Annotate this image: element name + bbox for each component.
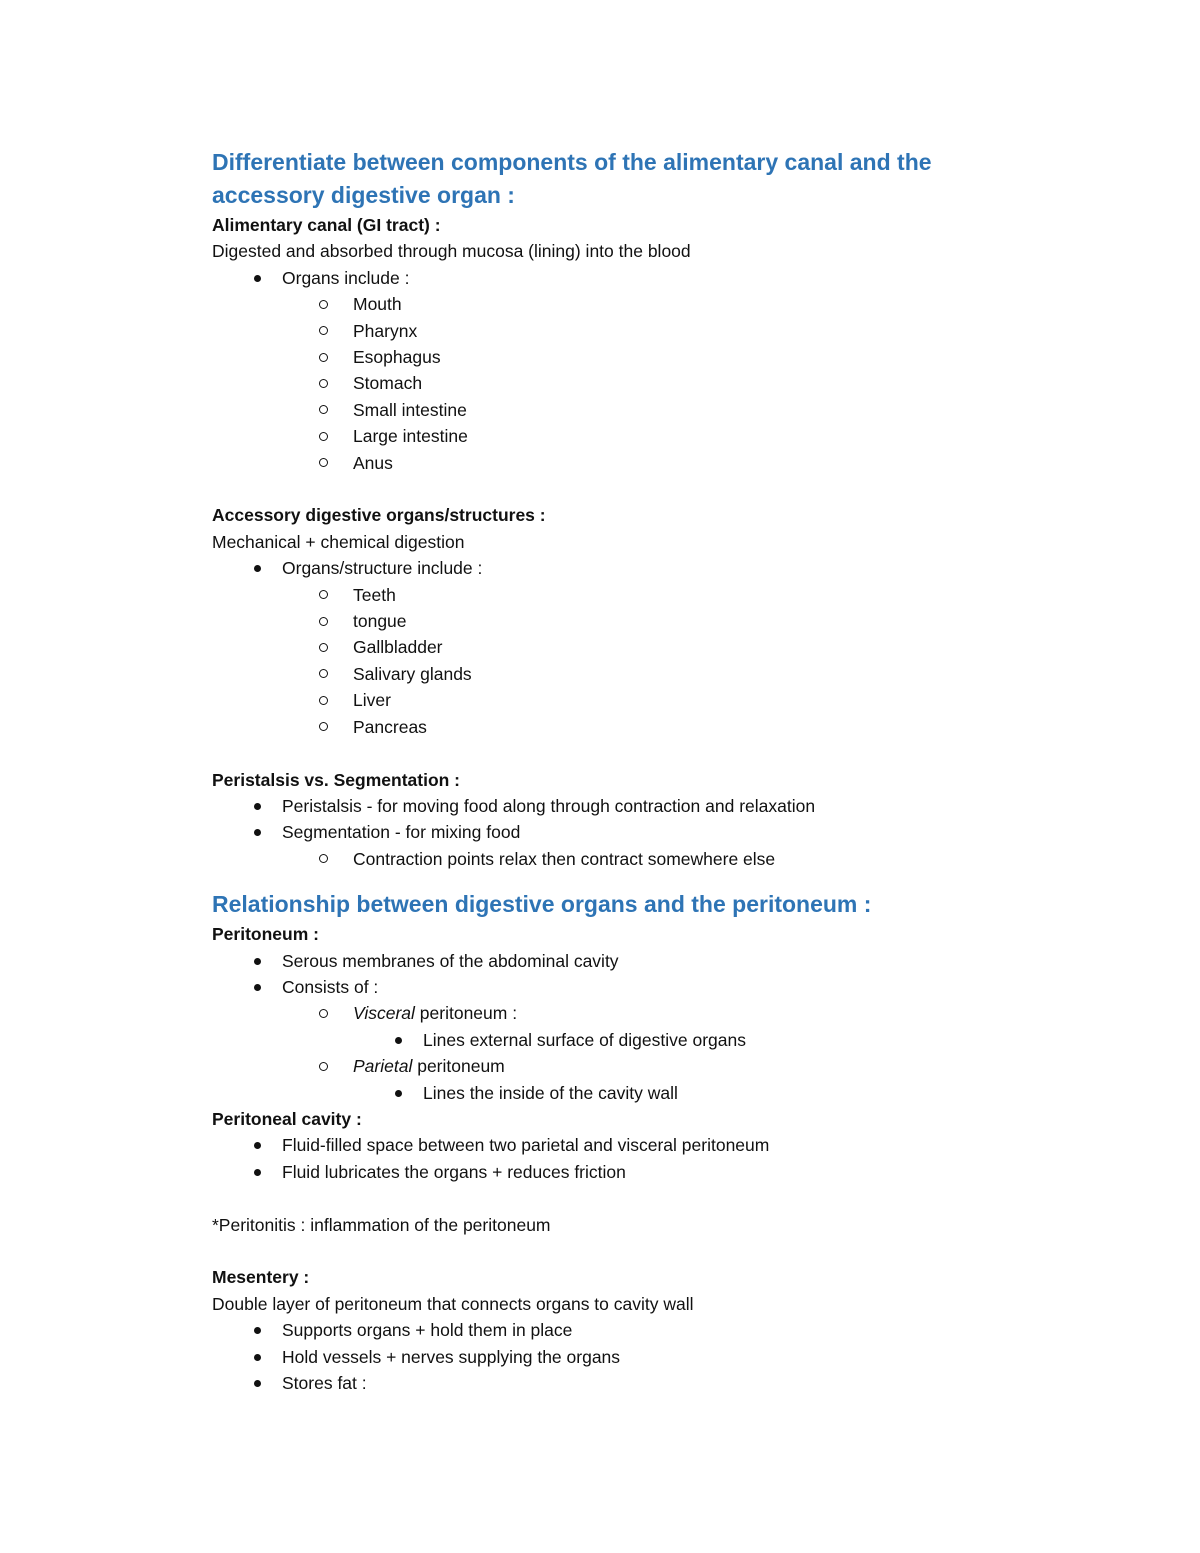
- hollow-bullet-icon: [319, 643, 328, 652]
- list-item: Segmentation - for mixing food: [212, 819, 1062, 845]
- hollow-bullet-icon: [319, 854, 328, 863]
- list-item: Organs/structure include :: [212, 555, 1062, 581]
- bullet-icon: [254, 958, 261, 965]
- list-item: Salivary glands: [212, 661, 1062, 687]
- list-item: Lines external surface of digestive organs: [212, 1027, 1062, 1053]
- peritonitis-note: *Peritonitis : inflammation of the peritoneum: [212, 1214, 551, 1235]
- bullet-icon: [395, 1037, 402, 1044]
- list-item: Teeth: [212, 582, 1062, 608]
- list-item: Large intestine: [212, 423, 1062, 449]
- bullet-icon: [254, 1354, 261, 1361]
- hollow-bullet-icon: [319, 353, 328, 362]
- accessory-description: Mechanical + chemical digestion: [212, 531, 465, 552]
- section-title-line2: accessory digestive organ :: [212, 182, 515, 208]
- list-item: Pancreas: [212, 714, 1062, 740]
- hollow-bullet-icon: [319, 458, 328, 467]
- list-item: Esophagus: [212, 344, 1062, 370]
- hollow-bullet-icon: [319, 696, 328, 705]
- hollow-bullet-icon: [319, 300, 328, 309]
- bullet-icon: [395, 1090, 402, 1097]
- bullet-icon: [254, 829, 261, 836]
- list-item: Fluid-filled space between two parietal and visceral peritoneum: [212, 1132, 1062, 1158]
- list-item: Parietal peritoneum: [212, 1053, 1062, 1079]
- hollow-bullet-icon: [319, 590, 328, 599]
- hollow-bullet-icon: [319, 405, 328, 414]
- bullet-icon: [254, 565, 261, 572]
- hollow-bullet-icon: [319, 1009, 328, 1018]
- section-title-line1: Differentiate between components of the alimentary canal and the: [212, 149, 932, 175]
- hollow-bullet-icon: [319, 326, 328, 335]
- list-item: Hold vessels + nerves supplying the organs: [212, 1344, 1062, 1370]
- peritoneum-heading: Peritoneum :: [212, 924, 319, 945]
- alimentary-heading: Alimentary canal (GI tract) :: [212, 215, 441, 235]
- accessory-heading: Accessory digestive organs/structures :: [212, 505, 546, 526]
- list-item: Supports organs + hold them in place: [212, 1317, 1062, 1343]
- mesentery-heading: Mesentery :: [212, 1267, 310, 1288]
- alimentary-description: Digested and absorbed through mucosa (lining) into the blood: [212, 241, 691, 262]
- hollow-bullet-icon: [319, 669, 328, 678]
- list-item: Serous membranes of the abdominal cavity: [212, 948, 1062, 974]
- bullet-icon: [254, 1142, 261, 1149]
- list-item: Anus: [212, 450, 1062, 476]
- bullet-icon: [254, 275, 261, 282]
- list-item: Pharynx: [212, 318, 1062, 344]
- list-item: Liver: [212, 687, 1062, 713]
- hollow-bullet-icon: [319, 1062, 328, 1071]
- list-item: Fluid lubricates the organs + reduces friction: [212, 1159, 1062, 1185]
- cavity-heading: Peritoneal cavity :: [212, 1108, 362, 1129]
- list-item: Contraction points relax then contract somewhere else: [212, 846, 1062, 872]
- hollow-bullet-icon: [319, 722, 328, 731]
- document-page: [212, 140, 1062, 1396]
- mesentery-description: Double layer of peritoneum that connects organs to cavity wall: [212, 1293, 694, 1314]
- list-item: Consists of :: [212, 974, 1062, 1000]
- hollow-bullet-icon: [319, 432, 328, 441]
- bullet-icon: [254, 984, 261, 991]
- list-item: Stores fat :: [212, 1370, 1062, 1396]
- list-item: tongue: [212, 608, 1062, 634]
- list-item: Visceral peritoneum :: [212, 1000, 1062, 1026]
- list-item: Lines the inside of the cavity wall: [212, 1080, 1062, 1106]
- bullet-icon: [254, 1380, 261, 1387]
- bullet-icon: [254, 803, 261, 810]
- list-item: Stomach: [212, 370, 1062, 396]
- hollow-bullet-icon: [319, 617, 328, 626]
- bullet-icon: [254, 1169, 261, 1176]
- list-item: Gallbladder: [212, 634, 1062, 660]
- list-item: Mouth: [212, 291, 1062, 317]
- peristalsis-heading: Peristalsis vs. Segmentation :: [212, 769, 461, 790]
- list-item: Peristalsis - for moving food along through contraction and relaxation: [212, 793, 1062, 819]
- list-item: Organs include :: [212, 265, 1062, 291]
- list-item: Small intestine: [212, 397, 1062, 423]
- hollow-bullet-icon: [319, 379, 328, 388]
- bullet-icon: [254, 1327, 261, 1334]
- section-title: Relationship between digestive organs and the peritoneum :: [212, 891, 872, 918]
